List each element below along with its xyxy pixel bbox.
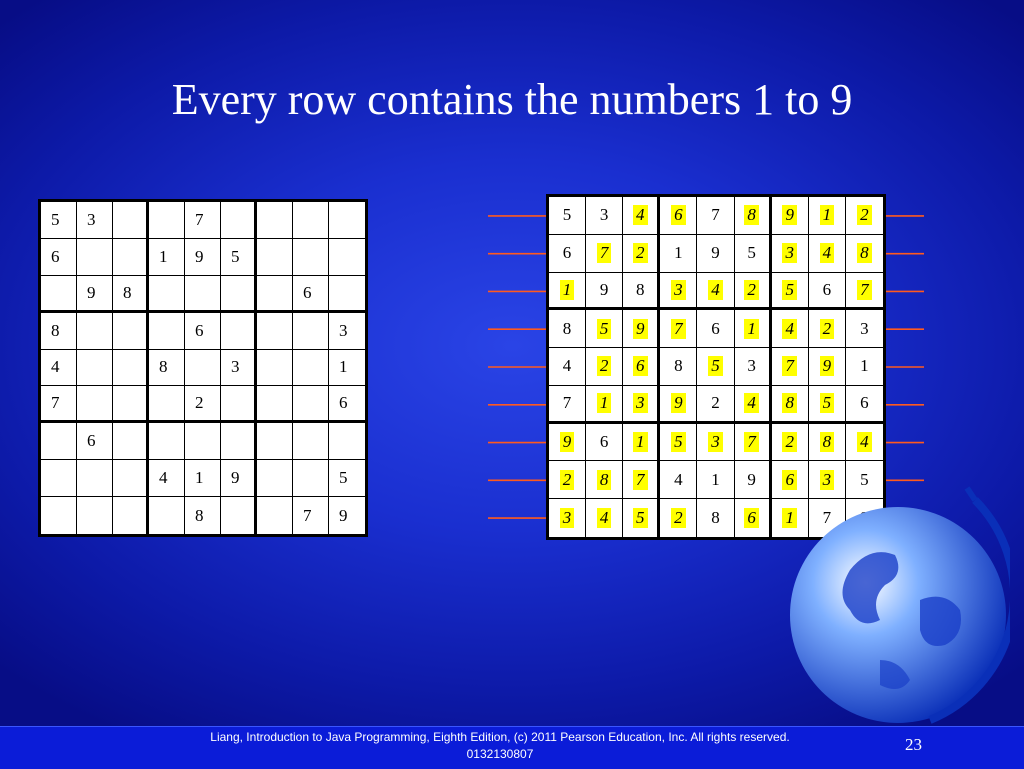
sudoku-cell <box>149 313 185 350</box>
sudoku-cell <box>623 310 660 348</box>
sudoku-cell <box>549 310 586 348</box>
sudoku-cell <box>772 310 809 348</box>
sudoku-cell <box>77 276 113 313</box>
sudoku-cell <box>586 461 623 499</box>
sudoku-cell <box>697 273 734 311</box>
sudoku-cell <box>846 197 883 235</box>
cell-value: 9 <box>560 432 575 452</box>
cell-value: 6 <box>51 246 60 266</box>
sudoku-cell <box>697 424 734 462</box>
cell-value: 3 <box>782 243 797 263</box>
sudoku-cell <box>149 239 185 276</box>
sudoku-cell <box>772 424 809 462</box>
sudoku-cell <box>846 348 883 386</box>
sudoku-cell <box>846 273 883 311</box>
sudoku-cell <box>221 313 257 350</box>
sudoku-cell <box>293 460 329 497</box>
sudoku-cell <box>113 460 149 497</box>
cell-value: 7 <box>857 280 872 300</box>
sudoku-cell <box>293 276 329 313</box>
sudoku-cell <box>257 202 293 239</box>
cell-value: 8 <box>159 357 168 377</box>
sudoku-cell <box>549 348 586 386</box>
cell-value: 8 <box>562 318 572 338</box>
cell-value: 5 <box>339 468 348 488</box>
cell-value: 7 <box>711 205 720 225</box>
sudoku-cell <box>41 497 77 534</box>
sudoku-cell <box>113 313 149 350</box>
cell-value: 4 <box>744 393 759 413</box>
sudoku-cell <box>77 313 113 350</box>
cell-value: 4 <box>597 508 612 528</box>
sudoku-cell <box>772 197 809 235</box>
footer-bar <box>0 726 1024 769</box>
sudoku-cell <box>149 386 185 423</box>
sudoku-cell <box>41 423 77 460</box>
cell-value: 7 <box>303 505 312 525</box>
cell-value: 1 <box>560 280 575 300</box>
sudoku-cell <box>41 202 77 239</box>
cell-value: 9 <box>87 282 96 302</box>
sudoku-cell <box>113 276 149 313</box>
cell-value: 6 <box>562 243 572 263</box>
sudoku-cell <box>329 386 365 423</box>
sudoku-cell <box>113 386 149 423</box>
cell-value: 7 <box>633 470 648 490</box>
sudoku-cell <box>185 386 221 423</box>
sudoku-cell <box>149 202 185 239</box>
cell-value: 1 <box>159 246 168 266</box>
globe-icon <box>780 480 1010 725</box>
sudoku-cell <box>735 461 772 499</box>
sudoku-cell <box>660 348 697 386</box>
sudoku-cell <box>846 235 883 273</box>
sudoku-cell <box>660 273 697 311</box>
cell-value: 3 <box>671 280 686 300</box>
sudoku-cell <box>293 386 329 423</box>
cell-value: 4 <box>562 356 572 376</box>
sudoku-cell <box>185 276 221 313</box>
cell-value: 1 <box>860 356 869 376</box>
sudoku-cell <box>586 235 623 273</box>
sudoku-cell <box>586 310 623 348</box>
sudoku-cell <box>549 386 586 424</box>
sudoku-cell <box>257 350 293 387</box>
sudoku-cell <box>697 499 734 537</box>
sudoku-cell <box>185 497 221 534</box>
cell-value: 1 <box>820 205 835 225</box>
sudoku-cell <box>41 276 77 313</box>
cell-value: 6 <box>599 432 609 452</box>
sudoku-cell <box>660 499 697 537</box>
sudoku-cell <box>185 313 221 350</box>
cell-value: 5 <box>671 432 686 452</box>
cell-value: 7 <box>562 393 572 413</box>
sudoku-cell <box>549 197 586 235</box>
sudoku-cell <box>329 350 365 387</box>
cell-value: 8 <box>674 356 683 376</box>
cell-value: 5 <box>597 319 612 339</box>
sudoku-cell <box>586 273 623 311</box>
sudoku-cell <box>697 235 734 273</box>
sudoku-cell <box>293 239 329 276</box>
cell-value: 8 <box>820 432 835 452</box>
sudoku-cell <box>257 239 293 276</box>
sudoku-cell <box>735 310 772 348</box>
cell-value: 2 <box>671 508 686 528</box>
sudoku-cell <box>257 497 293 534</box>
sudoku-cell <box>735 197 772 235</box>
cell-value: 8 <box>711 508 720 528</box>
cell-value: 1 <box>711 469 720 489</box>
cell-value: 3 <box>87 209 96 229</box>
sudoku-cell <box>149 460 185 497</box>
cell-value: 5 <box>708 356 723 376</box>
sudoku-cell <box>41 313 77 350</box>
sudoku-cell <box>221 239 257 276</box>
cell-value: 2 <box>597 356 612 376</box>
sudoku-cell <box>660 235 697 273</box>
sudoku-cell <box>113 497 149 534</box>
sudoku-cell <box>660 424 697 462</box>
sudoku-cell <box>660 386 697 424</box>
sudoku-cell <box>329 239 365 276</box>
cell-value: 1 <box>782 508 797 528</box>
sudoku-cell <box>846 424 883 462</box>
cell-value: 6 <box>87 431 96 451</box>
sudoku-cell <box>660 197 697 235</box>
cell-value: 6 <box>195 320 204 340</box>
cell-value: 9 <box>633 319 648 339</box>
cell-value: 3 <box>820 470 835 490</box>
cell-value: 9 <box>231 468 240 488</box>
sudoku-cell <box>549 273 586 311</box>
cell-value: 2 <box>633 243 648 263</box>
sudoku-cell <box>41 386 77 423</box>
sudoku-cell <box>185 350 221 387</box>
sudoku-cell <box>735 386 772 424</box>
cell-value: 8 <box>123 282 132 302</box>
cell-value: 1 <box>597 393 612 413</box>
sudoku-cell <box>809 197 846 235</box>
sudoku-cell <box>623 424 660 462</box>
cell-value: 7 <box>744 432 759 452</box>
sudoku-cell <box>586 499 623 537</box>
sudoku-cell <box>623 461 660 499</box>
sudoku-cell <box>549 461 586 499</box>
cell-value: 1 <box>339 357 348 377</box>
sudoku-cell <box>77 350 113 387</box>
sudoku-cell <box>697 386 734 424</box>
sudoku-cell <box>149 497 185 534</box>
cell-value: 9 <box>339 505 348 525</box>
cell-value: 6 <box>822 279 832 299</box>
cell-value: 3 <box>860 318 869 338</box>
sudoku-cell <box>697 197 734 235</box>
sudoku-cell <box>221 386 257 423</box>
cell-value: 8 <box>195 505 204 525</box>
cell-value: 6 <box>303 282 312 302</box>
cell-value: 8 <box>597 470 612 490</box>
cell-value: 9 <box>195 246 204 266</box>
sudoku-cell <box>623 386 660 424</box>
sudoku-cell <box>329 460 365 497</box>
cell-value: 6 <box>782 470 797 490</box>
sudoku-cell <box>697 310 734 348</box>
cell-value: 5 <box>820 393 835 413</box>
cell-value: 3 <box>708 432 723 452</box>
sudoku-cell <box>809 424 846 462</box>
cell-value: 5 <box>633 508 648 528</box>
sudoku-cell <box>772 386 809 424</box>
cell-value: 7 <box>671 319 686 339</box>
sudoku-cell <box>549 235 586 273</box>
sudoku-cell <box>257 423 293 460</box>
sudoku-cell <box>293 202 329 239</box>
sudoku-cell <box>113 239 149 276</box>
cell-value: 1 <box>674 243 683 263</box>
cell-value: 2 <box>560 470 575 490</box>
sudoku-cell <box>846 386 883 424</box>
cell-value: 2 <box>857 205 872 225</box>
sudoku-cell <box>221 497 257 534</box>
cell-value: 4 <box>674 469 683 489</box>
cell-value: 4 <box>159 468 168 488</box>
cell-value: 9 <box>820 356 835 376</box>
sudoku-cell <box>549 424 586 462</box>
sudoku-cell <box>221 276 257 313</box>
cell-value: 8 <box>744 205 759 225</box>
cell-value: 7 <box>822 508 832 528</box>
sudoku-cell <box>586 424 623 462</box>
cell-value: 9 <box>747 469 756 489</box>
sudoku-cell <box>772 273 809 311</box>
sudoku-cell <box>221 423 257 460</box>
cell-value: 5 <box>747 243 756 263</box>
sudoku-cell <box>293 423 329 460</box>
cell-value: 5 <box>231 246 240 266</box>
sudoku-cell <box>185 460 221 497</box>
cell-value: 8 <box>857 243 872 263</box>
sudoku-cell <box>329 276 365 313</box>
cell-value: 9 <box>711 243 720 263</box>
sudoku-cell <box>149 276 185 313</box>
sudoku-cell <box>77 386 113 423</box>
sudoku-cell <box>293 350 329 387</box>
cell-value: 8 <box>636 279 645 299</box>
sudoku-cell <box>735 273 772 311</box>
sudoku-cell <box>735 235 772 273</box>
cell-value: 2 <box>711 393 720 413</box>
cell-value: 2 <box>195 393 204 413</box>
cell-value: 6 <box>711 318 720 338</box>
sudoku-cell <box>586 348 623 386</box>
sudoku-cell <box>257 276 293 313</box>
sudoku-cell <box>586 197 623 235</box>
sudoku-cell <box>77 239 113 276</box>
sudoku-cell <box>329 497 365 534</box>
cell-value: 4 <box>820 243 835 263</box>
cell-value: 6 <box>860 393 869 413</box>
sudoku-cell <box>113 350 149 387</box>
cell-value: 6 <box>339 393 348 413</box>
slide-title: Every row contains the numbers 1 to 9 <box>171 75 853 124</box>
sudoku-cell <box>293 313 329 350</box>
cell-value: 7 <box>782 356 797 376</box>
cell-value: 4 <box>633 205 648 225</box>
sudoku-cell <box>257 386 293 423</box>
page-number: 23 <box>905 735 922 754</box>
sudoku-cell <box>149 423 185 460</box>
sudoku-cell <box>113 202 149 239</box>
sudoku-cell <box>772 235 809 273</box>
sudoku-cell <box>185 239 221 276</box>
sudoku-cell <box>221 202 257 239</box>
sudoku-cell <box>809 348 846 386</box>
cell-value: 5 <box>562 205 572 225</box>
sudoku-cell <box>77 460 113 497</box>
cell-value: 6 <box>633 356 648 376</box>
cell-value: 5 <box>782 280 797 300</box>
cell-value: 9 <box>671 393 686 413</box>
cell-value: 2 <box>782 432 797 452</box>
cell-value: 1 <box>633 432 648 452</box>
sudoku-cell <box>185 423 221 460</box>
cell-value: 8 <box>782 393 797 413</box>
sudoku-cell <box>257 313 293 350</box>
cell-value: 3 <box>747 356 756 376</box>
sudoku-cell <box>623 273 660 311</box>
cell-value: 4 <box>782 319 797 339</box>
cell-value: 3 <box>339 320 348 340</box>
sudoku-cell <box>809 310 846 348</box>
cell-value: 1 <box>195 468 204 488</box>
sudoku-cell <box>149 350 185 387</box>
sudoku-cell <box>586 386 623 424</box>
sudoku-cell <box>293 497 329 534</box>
sudoku-cell <box>549 499 586 537</box>
sudoku-cell <box>809 386 846 424</box>
cell-value: 5 <box>860 469 869 489</box>
cell-value: 7 <box>597 243 612 263</box>
sudoku-cell <box>697 461 734 499</box>
cell-value: 7 <box>51 393 60 413</box>
sudoku-cell <box>697 348 734 386</box>
sudoku-cell <box>257 460 293 497</box>
cell-value: 1 <box>744 319 759 339</box>
sudoku-cell <box>660 310 697 348</box>
sudoku-cell <box>809 273 846 311</box>
cell-value: 6 <box>671 205 686 225</box>
sudoku-cell <box>772 348 809 386</box>
cell-value: 4 <box>708 280 723 300</box>
cell-value: 6 <box>744 508 759 528</box>
sudoku-cell <box>77 497 113 534</box>
cell-value: 8 <box>51 320 60 340</box>
sudoku-cell <box>41 239 77 276</box>
sudoku-puzzle-grid <box>38 199 368 537</box>
sudoku-cell <box>623 499 660 537</box>
cell-value: 5 <box>51 209 60 229</box>
sudoku-cell <box>221 460 257 497</box>
sudoku-cell <box>623 235 660 273</box>
cell-value: 9 <box>782 205 797 225</box>
sudoku-cell <box>185 202 221 239</box>
cell-value: 9 <box>599 279 609 299</box>
cell-value: 4 <box>857 432 872 452</box>
sudoku-cell <box>329 423 365 460</box>
cell-value: 7 <box>195 209 204 229</box>
sudoku-cell <box>735 424 772 462</box>
sudoku-cell <box>735 499 772 537</box>
sudoku-cell <box>809 235 846 273</box>
cell-value: 4 <box>51 357 60 377</box>
cell-value: 2 <box>820 319 835 339</box>
footer-copyright: Liang, Introduction to Java Programming, Eighth Edition, (c) 2011 Pearson Education, Inc. All rights reserved. 0132130807 <box>210 730 790 761</box>
cell-value: 2 <box>744 280 759 300</box>
sudoku-cell <box>329 202 365 239</box>
sudoku-cell <box>735 348 772 386</box>
sudoku-cell <box>846 310 883 348</box>
sudoku-cell <box>41 460 77 497</box>
sudoku-cell <box>623 348 660 386</box>
sudoku-cell <box>77 202 113 239</box>
sudoku-cell <box>221 350 257 387</box>
cell-value: 3 <box>560 508 575 528</box>
sudoku-cell <box>660 461 697 499</box>
sudoku-cell <box>77 423 113 460</box>
cell-value: 3 <box>599 205 609 225</box>
sudoku-cell <box>41 350 77 387</box>
sudoku-cell <box>329 313 365 350</box>
cell-value: 3 <box>231 357 240 377</box>
cell-value: 3 <box>633 393 648 413</box>
sudoku-cell <box>623 197 660 235</box>
sudoku-cell <box>113 423 149 460</box>
